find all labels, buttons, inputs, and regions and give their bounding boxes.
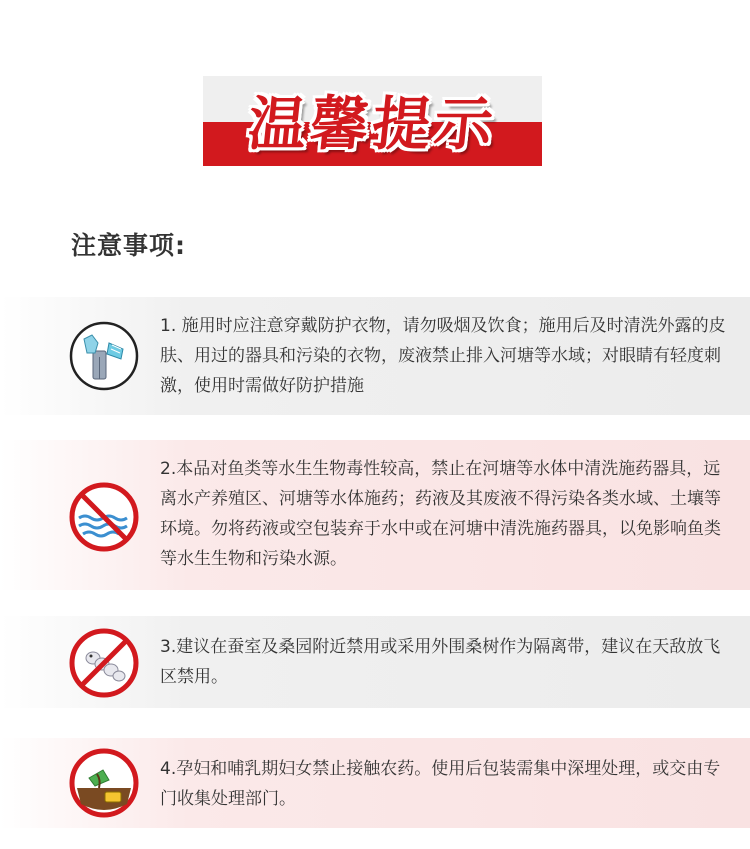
notice-text: 4.孕妇和哺乳期妇女禁止接触农药。使用后包装需集中深埋处理，或交由专门收集处理部门。 [160,759,721,809]
section-heading: 注意事项: [71,231,186,260]
protective-gear-icon [69,321,139,391]
notice-item-3 [0,616,750,708]
banner-title: 温馨提示 [244,90,501,158]
notice-item-4 [0,738,750,828]
notice-text: 3.建议在蚕室及桑园附近禁用或采用外围桑树作为隔离带，建议在天敌放飞区禁用。 [160,637,721,687]
notice-text: 1. 施用时应注意穿戴防护衣物，请勿吸烟及饮食；施用后及时清洗外露的皮肤、用过的器具和污染的衣物，废液禁止排入河塘等水域；对眼睛有轻度刺激，使用时需做好防护措施 [160,316,726,396]
banner [203,76,542,166]
bury-package-icon [69,748,139,818]
no-silkworm-icon [69,628,139,698]
notice-item-2 [0,440,750,590]
no-water-icon [69,482,139,552]
notice-item-1 [0,297,750,415]
notice-text: 2.本品对鱼类等水生生物毒性较高，禁止在河塘等水体中清洗施药器具，远离水产养殖区、河塘等水体施药；药液及其废液不得污染各类水域、土壤等环境。勿将药液或空包装弃于水中或在河塘中清洗施药器具，以免影响鱼类等水生生物和污染水源。 [160,459,721,569]
